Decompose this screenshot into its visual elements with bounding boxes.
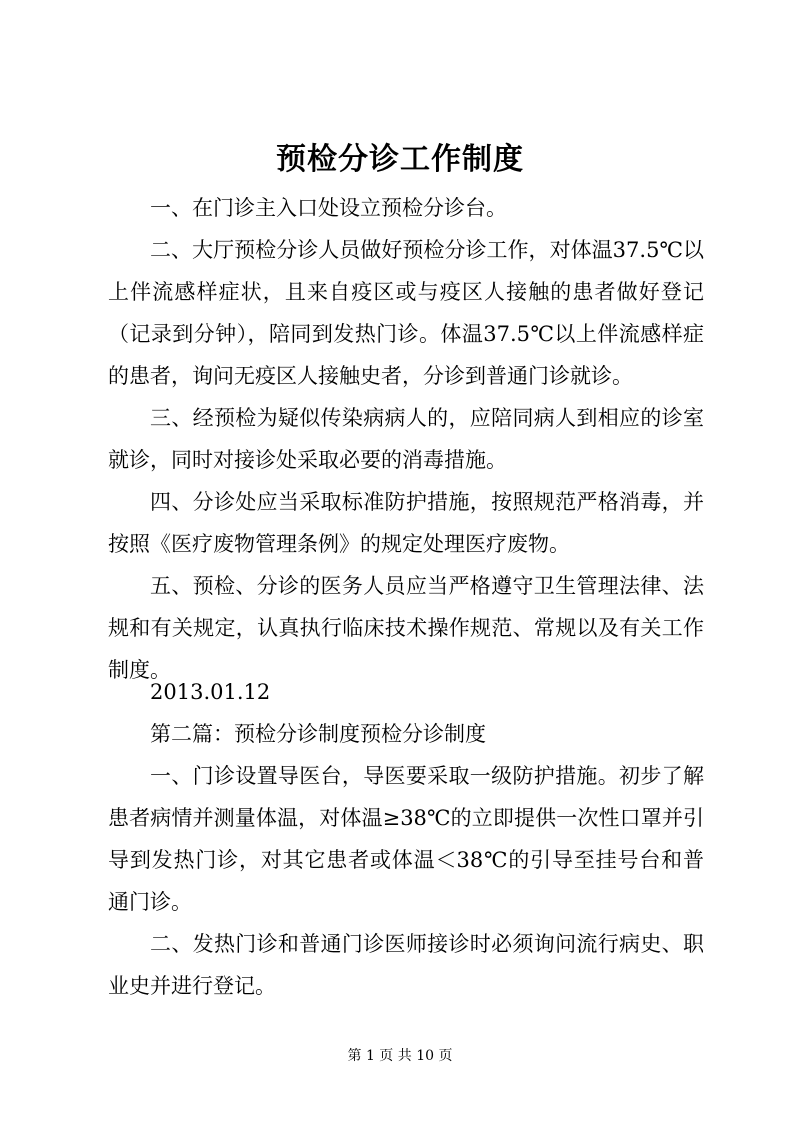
- paragraph-7: 二、发热门诊和普通门诊医师接诊时必须询问流行病史、职业史并进行登记。: [108, 932, 704, 998]
- paragraph-2: 二、大厅预检分诊人员做好预检分诊工作，对体温37.5℃以上伴流感样症状，且来自疫区或与疫区人接触的患者做好登记（记录到分钟），陪同到发热门诊。体温37.5℃以上伴流感样症的患者，询问无疫区人接触史者，分诊到普通门诊就诊。: [108, 238, 704, 388]
- paragraph-4: 四、分诊处应当采取标准防护措施，按照规范严格消毒，并按照《医疗废物管理条例》的规定处理医疗废物。: [108, 490, 704, 556]
- paragraph-6: 一、门诊设置导医台，导医要采取一级防护措施。初步了解患者病情并测量体温，对体温≥38℃的立即提供一次性口罩并引导到发热门诊，对其它患者或体温＜38℃的引导至挂号台和普通门诊。: [108, 764, 704, 914]
- document-title: 预检分诊工作制度: [276, 142, 524, 177]
- section-heading: 第二篇：预检分诊制度预检分诊制度: [150, 722, 486, 746]
- paragraph-3: 三、经预检为疑似传染病病人的，应陪同病人到相应的诊室就诊，同时对接诊处采取必要的消毒措施。: [108, 406, 704, 472]
- paragraph-1: 一、在门诊主入口处设立预检分诊台。: [150, 196, 507, 220]
- page-number-footer: 第 1 页 共 10 页: [347, 1048, 453, 1064]
- date-line: 2013.01.12: [150, 680, 271, 704]
- paragraph-5: 五、预检、分诊的医务人员应当严格遵守卫生管理法律、法规和有关规定，认真执行临床技术操作规范、常规以及有关工作制度。: [108, 574, 704, 682]
